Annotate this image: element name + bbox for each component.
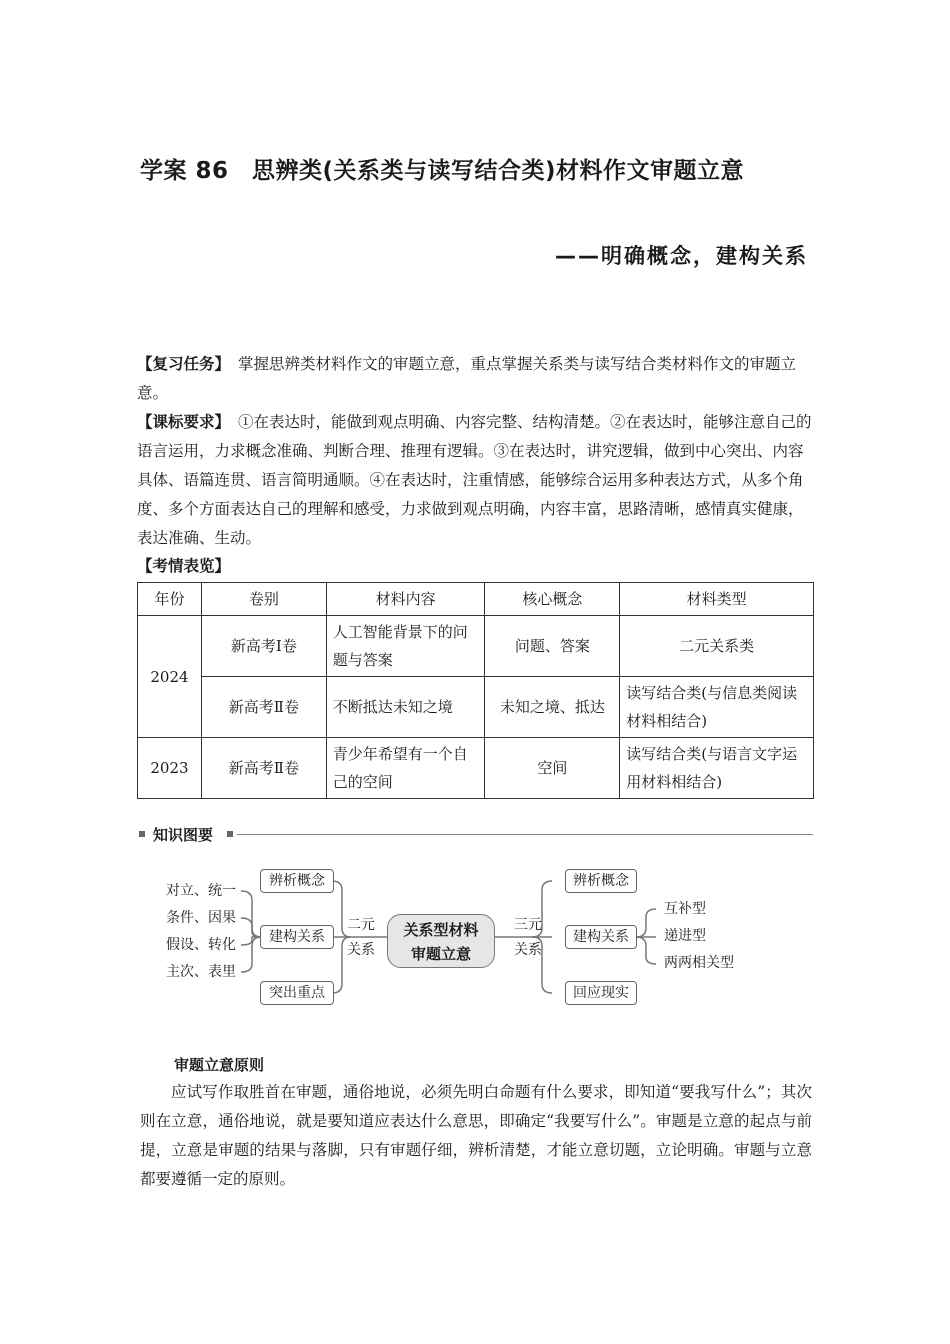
table-header: 材料内容 (326, 583, 485, 616)
table-header: 核心概念 (485, 583, 620, 616)
table-cell-material: 青少年希望有一个自己的空间 (326, 738, 485, 799)
table-cell-type: 读写结合类(与语言文字运用材料相结合) (620, 738, 814, 799)
review-task-label: 【复习任务】 (137, 355, 231, 373)
exam-overview (137, 552, 813, 581)
relation-type-item: 两两相关型 (664, 955, 734, 971)
table-cell-concept: 未知之境、抵达 (485, 677, 620, 738)
table-row (138, 616, 814, 677)
table-cell-concept: 问题、答案 (485, 616, 620, 677)
heading-rule (237, 834, 813, 835)
table-header: 材料类型 (620, 583, 814, 616)
ternary-relation-label-2: 关系 (514, 942, 542, 958)
square-bullet-icon (139, 831, 145, 837)
table-cell-type: 读写结合类(与信息类阅读材料相结合) (620, 677, 814, 738)
table-cell-paper: 新高考Ⅰ卷 (201, 616, 326, 677)
curriculum-standard-label: 【课标要求】 (137, 413, 231, 431)
relation-item: 对立、统一 (166, 883, 236, 899)
table-cell-concept: 空间 (485, 738, 620, 799)
relation-item: 条件、因果 (166, 910, 236, 926)
binary-relation-label-2: 关系 (347, 942, 375, 958)
right-box-respond-reality: 回应现实 (565, 981, 637, 1005)
knowledge-map (140, 860, 820, 1010)
left-box-analyze-concept: 辨析概念 (260, 869, 334, 893)
table-cell-material: 不断抵达未知之境 (326, 677, 485, 738)
table-cell-year: 2024 (138, 616, 202, 738)
page-subtitle: ——明确概念，建构关系 (555, 244, 808, 268)
relation-item: 主次、表里 (166, 964, 236, 980)
page-title: 学案 86 思辨类(关系类与读写结合类)材料作文审题立意 (140, 158, 745, 184)
knowledge-map-heading (137, 824, 813, 844)
square-bullet-icon (227, 831, 233, 837)
table-header: 年份 (138, 583, 202, 616)
exam-overview-label: 【考情表览】 (137, 557, 231, 575)
right-box-analyze-concept: 辨析概念 (565, 869, 637, 893)
center-node (387, 914, 495, 968)
knowledge-map-title: 知识图要 (153, 826, 214, 844)
table-cell-paper: 新高考Ⅱ卷 (201, 738, 326, 799)
table-row (138, 738, 814, 799)
binary-relation-label-1: 二元 (347, 917, 375, 933)
center-node-line-1: 关系型材料 (403, 921, 479, 939)
relation-item: 假设、转化 (166, 937, 236, 953)
table-header: 卷别 (201, 583, 326, 616)
curriculum-standard-text: ①在表达时，能做到观点明确、内容完整、结构清楚。②在表达时，能够注意自己的语言运用，力求概念准确、判断合理、推理有逻辑。③在表达时，讲究逻辑，做到中心突出、内容具体、语篇连贯、语言简明通顺。④在表达时，注重情感，能够综合运用多种表达方式，从多个角度、多个方面表达自己的理解和感受，力求做到观点明确，内容丰富，思路清晰，感情真实健康，表达准确、生动。 (137, 413, 812, 547)
table-cell-paper: 新高考Ⅱ卷 (201, 677, 326, 738)
principles-title: 审题立意原则 (174, 1056, 265, 1074)
table-cell-year: 2023 (138, 738, 202, 799)
principles-text: 应试写作取胜首在审题，通俗地说，必须先明白命题有什么要求，即知道“要我写什么”；其次则在立意，通俗地说，就是要知道应表达什么意思，即确定“我要写什么”。审题是立意的起点与前提，立意是审题的结果与落脚，只有审题仔细，辨析清楚，才能立意切题，立论明确。审题与立意都要遵循一定的原则。 (140, 1083, 812, 1188)
relation-type-item: 递进型 (664, 928, 706, 944)
review-task (137, 350, 813, 408)
relation-type-item: 互补型 (664, 901, 706, 917)
ternary-relation-label-1: 三元 (514, 917, 542, 933)
table-cell-type: 二元关系类 (620, 616, 814, 677)
left-box-build-relation: 建构关系 (260, 925, 334, 949)
table-cell-material: 人工智能背景下的问题与答案 (326, 616, 485, 677)
table-header-row (138, 583, 814, 616)
curriculum-standard (137, 408, 813, 553)
right-box-build-relation: 建构关系 (565, 925, 637, 949)
center-node-line-2: 审题立意 (410, 945, 471, 963)
left-box-highlight-focus: 突出重点 (260, 981, 334, 1005)
table-row (138, 677, 814, 738)
exam-table (137, 582, 814, 799)
review-task-text: 掌握思辨类材料作文的审题立意，重点掌握关系类与读写结合类材料作文的审题立意。 (137, 355, 797, 402)
